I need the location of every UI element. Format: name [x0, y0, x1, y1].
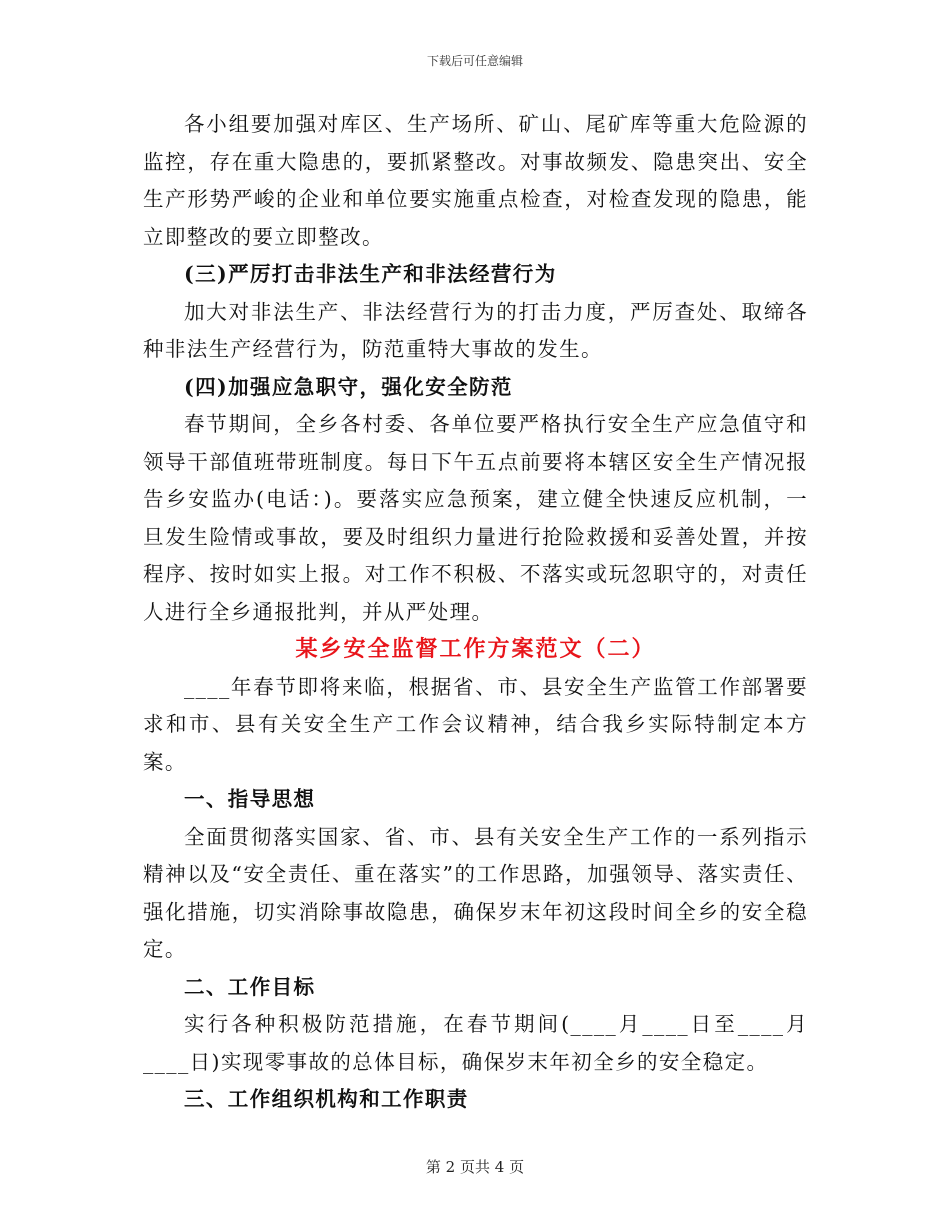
subsection-heading: (四)加强应急职守，强化安全防范	[184, 374, 513, 399]
page-header: 下载后可任意编辑	[426, 54, 523, 68]
subsection-heading: (三)严厉打击非法生产和非法经营行为	[184, 262, 557, 286]
paragraph: 加大对非法生产、非法经营行为的打击力度，严厉查处、取缔各种非法生产经营行为，防范重特大事故的发生。	[143, 299, 808, 361]
paragraph: 全面贯彻落实国家、省、市、县有关安全生产工作的一系列指示精神以及“安全责任、重在落实”的工作思路，加强领导、落实责任、强化措施，切实消除事故隐患，确保岁末年初这段时间全乡的安全稳定。	[143, 824, 808, 961]
paragraph: 各小组要加强对库区、生产场所、矿山、尾矿库等重大危险源的监控，存在重大隐患的，要抓紧整改。对事故频发、隐患突出、安全生产形势严峻的企业和单位要实施重点检查，对检查发现的隐患，能立即整改的要立即整改。	[143, 112, 808, 249]
document-body	[143, 106, 808, 1119]
section-heading: 二、工作目标	[184, 974, 316, 999]
paragraph: 春节期间，全乡各村委、各单位要严格执行安全生产应急值守和领导干部值班带班制度。每日下午五点前要将本辖区安全生产情况报告乡安监办(电话：)。要落实应急预案，建立健全快速反应机制，一旦发生险情或事故，要及时组织力量进行抢险救援和妥善处置，并按程序、按时如实上报。对工作不积极、不落实或玩忽职守的，对责任人进行全乡通报批判，并从严处理。	[143, 412, 808, 624]
paragraph: ____年春节即将来临，根据省、市、县安全生产监管工作部署要求和市、县有关安全生产工作会议精神，结合我乡实际特制定本方案。	[143, 674, 808, 774]
page-footer: 第 2 页共 4 页	[425, 1158, 525, 1176]
section-heading: 三、工作组织机构和工作职责	[184, 1087, 469, 1111]
paragraph: 实行各种积极防范措施，在春节期间(____月____日至____月____日)实现零事故的总体目标，确保岁末年初全乡的安全稳定。	[143, 1012, 808, 1074]
section-heading: 一、指导思想	[184, 787, 316, 811]
document-title: 某乡安全监督工作方案范文（二）	[295, 636, 656, 662]
